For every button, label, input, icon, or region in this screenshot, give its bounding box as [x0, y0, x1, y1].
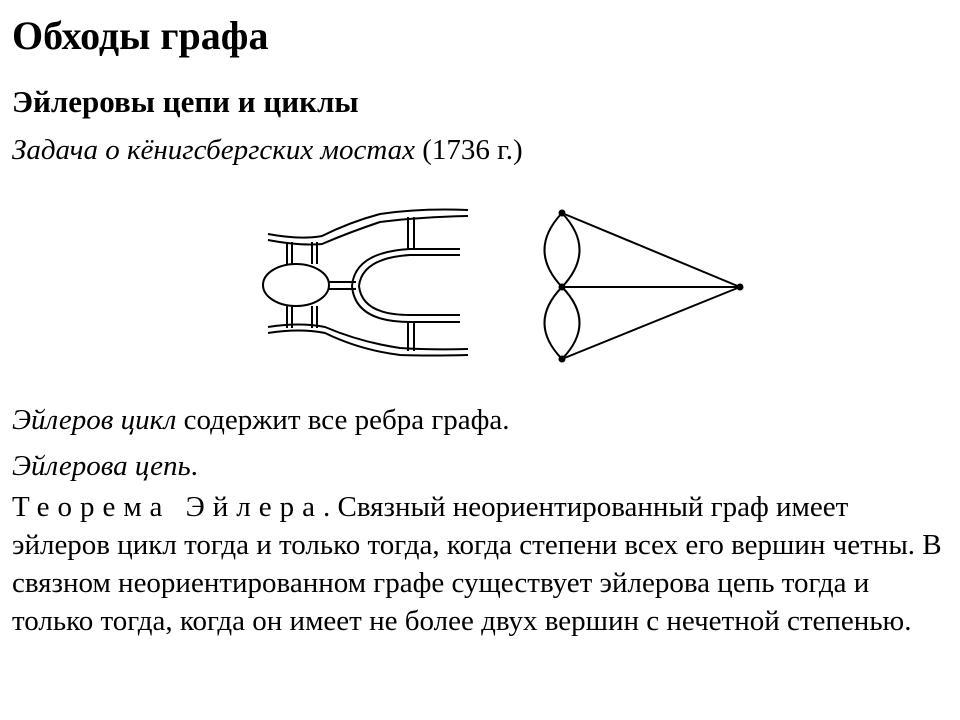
euler-theorem	[12, 488, 942, 640]
central-island	[263, 264, 329, 306]
north-bank	[268, 210, 468, 238]
east-island	[352, 249, 460, 322]
east-island-inner	[359, 255, 460, 315]
edge-a-b-left	[545, 213, 563, 287]
euler-cycle-definition: содержит все ребра графа.	[176, 404, 510, 436]
euler-path-suffix: .	[190, 450, 198, 482]
page-title: Обходы графа	[12, 13, 269, 58]
vertex-d	[737, 284, 744, 291]
euler-cycle-line	[12, 402, 510, 438]
edge-b-c-right	[562, 287, 580, 359]
euler-path-line	[12, 448, 198, 484]
multigraph	[545, 210, 744, 363]
south-bank	[268, 331, 468, 356]
edge-b-c-left	[545, 287, 563, 359]
bridges-map	[263, 210, 468, 356]
theorem-label: Теорема Эйлера	[12, 491, 324, 523]
euler-path-term: Эйлерова цепь	[12, 450, 191, 482]
vertex-c	[559, 356, 566, 363]
vertex-b	[559, 284, 566, 291]
edge-c-d	[562, 287, 740, 359]
edge-a-b-right	[562, 213, 580, 287]
problem-name: Задача о кёнигсбергских мостах	[12, 134, 415, 166]
euler-cycle-term: Эйлеров цикл	[12, 404, 177, 436]
problem-year: (1736 г.)	[422, 134, 523, 166]
river-lower	[268, 325, 468, 350]
section-subtitle: Эйлеровы цепи и циклы	[12, 84, 359, 119]
vertex-a	[559, 210, 566, 217]
river-upper	[268, 216, 468, 245]
edge-a-d	[562, 213, 740, 287]
theorem-text: . Связный неориентированный граф имеет эйлеров цикл тогда и только тогда, когда степени всех его вершин четны. В связном неориентированном графе существует эйлерова цепь тогда и только тогда, когда он имеет не более двух вершин с нечетной степенью.	[12, 491, 942, 637]
